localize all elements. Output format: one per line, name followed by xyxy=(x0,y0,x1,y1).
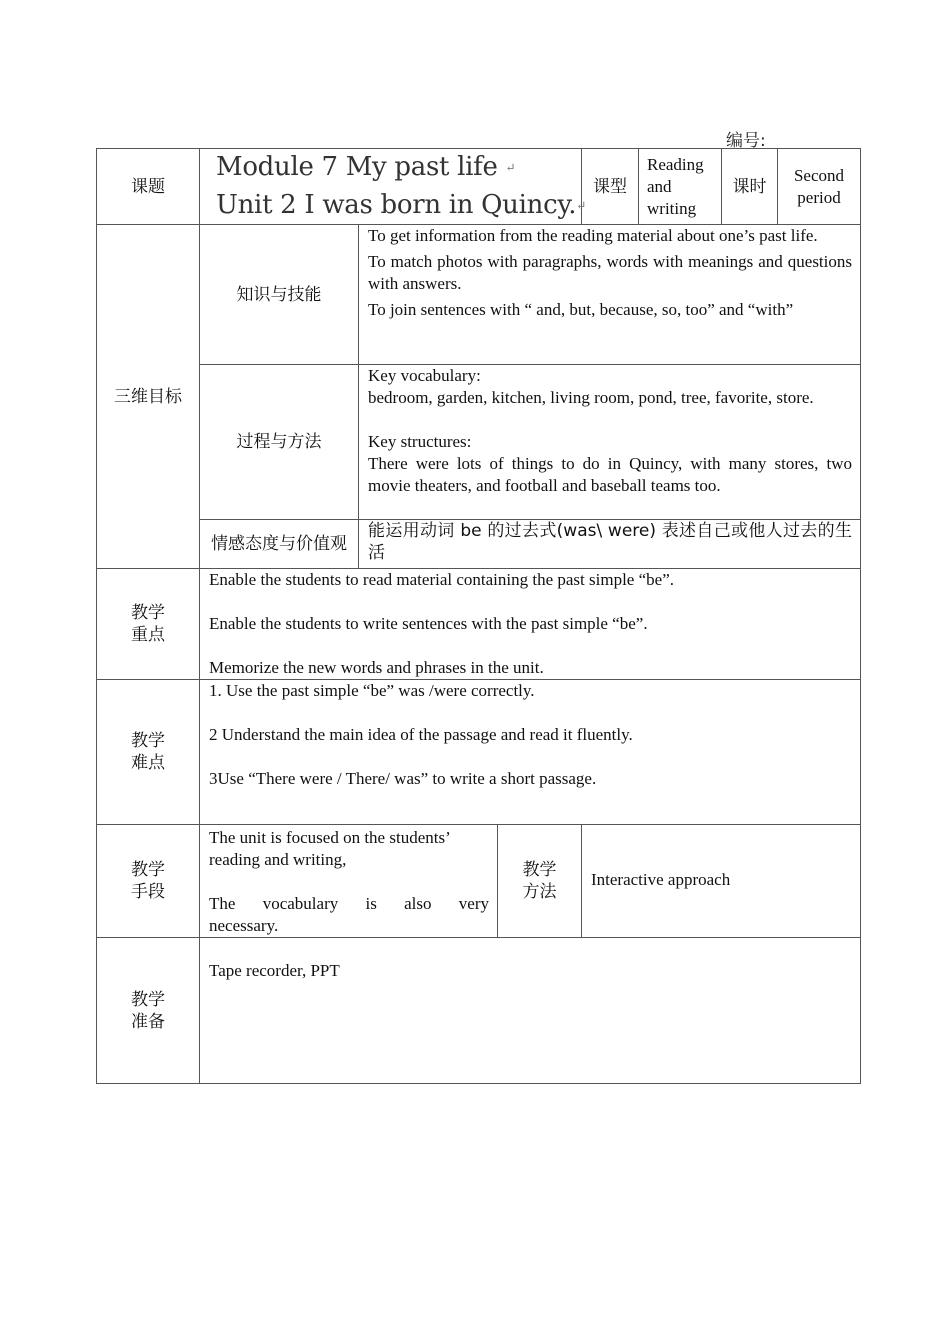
knowledge-row xyxy=(97,225,861,365)
preparation-text: Tape recorder, PPT xyxy=(209,961,340,980)
lesson-type-label: 课型 xyxy=(582,149,639,225)
topic-label: 课题 xyxy=(97,149,200,225)
lesson-type-value: Reading and writing xyxy=(639,149,722,225)
key-point-item: Enable the students to write sentences with the past simple “be”. xyxy=(209,614,648,633)
preparation-label: 教学 准备 xyxy=(97,938,200,1084)
means-content xyxy=(200,825,498,938)
vocabulary-list: bedroom, garden, kitchen, living room, pond, tree, favorite, store. xyxy=(368,388,814,407)
difficulty-item: 2 Understand the main idea of the passage and read it fluently. xyxy=(209,725,633,744)
emotion-label: 情感态度与价值观 xyxy=(200,520,359,569)
method-content xyxy=(582,825,861,938)
emotion-content: 能运用动词 be 的过去式(was\ were) 表述自己或他人过去的生活 xyxy=(359,520,861,569)
difficulties-content xyxy=(200,680,861,825)
lesson-title-line1: Module 7 My past life ↵ xyxy=(216,152,516,182)
period-label: 课时 xyxy=(722,149,778,225)
lesson-plan-table xyxy=(96,148,861,1084)
objectives-label: 三维目标 xyxy=(97,225,200,569)
method-label: 教学 方法 xyxy=(498,825,582,938)
key-point-item: Enable the students to read material containing the past simple “be”. xyxy=(209,570,674,589)
knowledge-item: To match photos with paragraphs, words with meanings and questions with answers. xyxy=(368,252,852,293)
key-points-content xyxy=(200,569,861,680)
paragraph-mark-icon: ↵ xyxy=(576,198,586,212)
method-value: Interactive approach xyxy=(591,870,731,889)
means-row xyxy=(97,825,861,938)
difficulties-row xyxy=(97,680,861,825)
key-points-row xyxy=(97,569,861,680)
lesson-title-line2: Unit 2 I was born in Quincy.↵ xyxy=(216,189,586,220)
process-content xyxy=(359,365,861,520)
knowledge-content xyxy=(359,225,861,365)
paragraph-mark-icon: ↵ xyxy=(505,160,516,175)
means-text-part2-line1: The vocabulary is also very xyxy=(209,894,489,913)
knowledge-item: To join sentences with “ and, but, because, so, too” and “with” xyxy=(368,300,794,319)
structures-text: There were lots of things to do in Quincy, with many stores, two movie theaters, and football and baseball teams too. xyxy=(368,454,852,495)
lesson-title-cell xyxy=(200,149,586,225)
vocabulary-heading: Key vocabulary: xyxy=(368,366,481,385)
knowledge-item: To get information from the reading material about one’s past life. xyxy=(368,226,818,245)
process-row xyxy=(97,365,861,520)
period-value: Second period xyxy=(778,149,861,225)
knowledge-label: 知识与技能 xyxy=(200,225,359,365)
difficulty-item: 3Use “There were / There/ was” to write a short passage. xyxy=(209,769,597,788)
key-point-item: Memorize the new words and phrases in the unit. xyxy=(209,658,544,677)
key-points-label: 教学 重点 xyxy=(97,569,200,680)
document-number-label: 编号: xyxy=(726,131,766,151)
preparation-content xyxy=(200,938,861,1084)
means-label: 教学 手段 xyxy=(97,825,200,938)
emotion-row xyxy=(97,520,861,569)
difficulty-item: 1. Use the past simple “be” was /were correctly. xyxy=(209,681,535,700)
difficulties-label: 教学 难点 xyxy=(97,680,200,825)
preparation-row xyxy=(97,938,861,1084)
process-label: 过程与方法 xyxy=(200,365,359,520)
means-text-part1: The unit is focused on the students’ reading and writing, xyxy=(209,828,450,869)
structures-heading: Key structures: xyxy=(368,432,472,451)
topic-row xyxy=(97,149,861,225)
means-text-part2-line2: necessary. xyxy=(209,916,279,935)
